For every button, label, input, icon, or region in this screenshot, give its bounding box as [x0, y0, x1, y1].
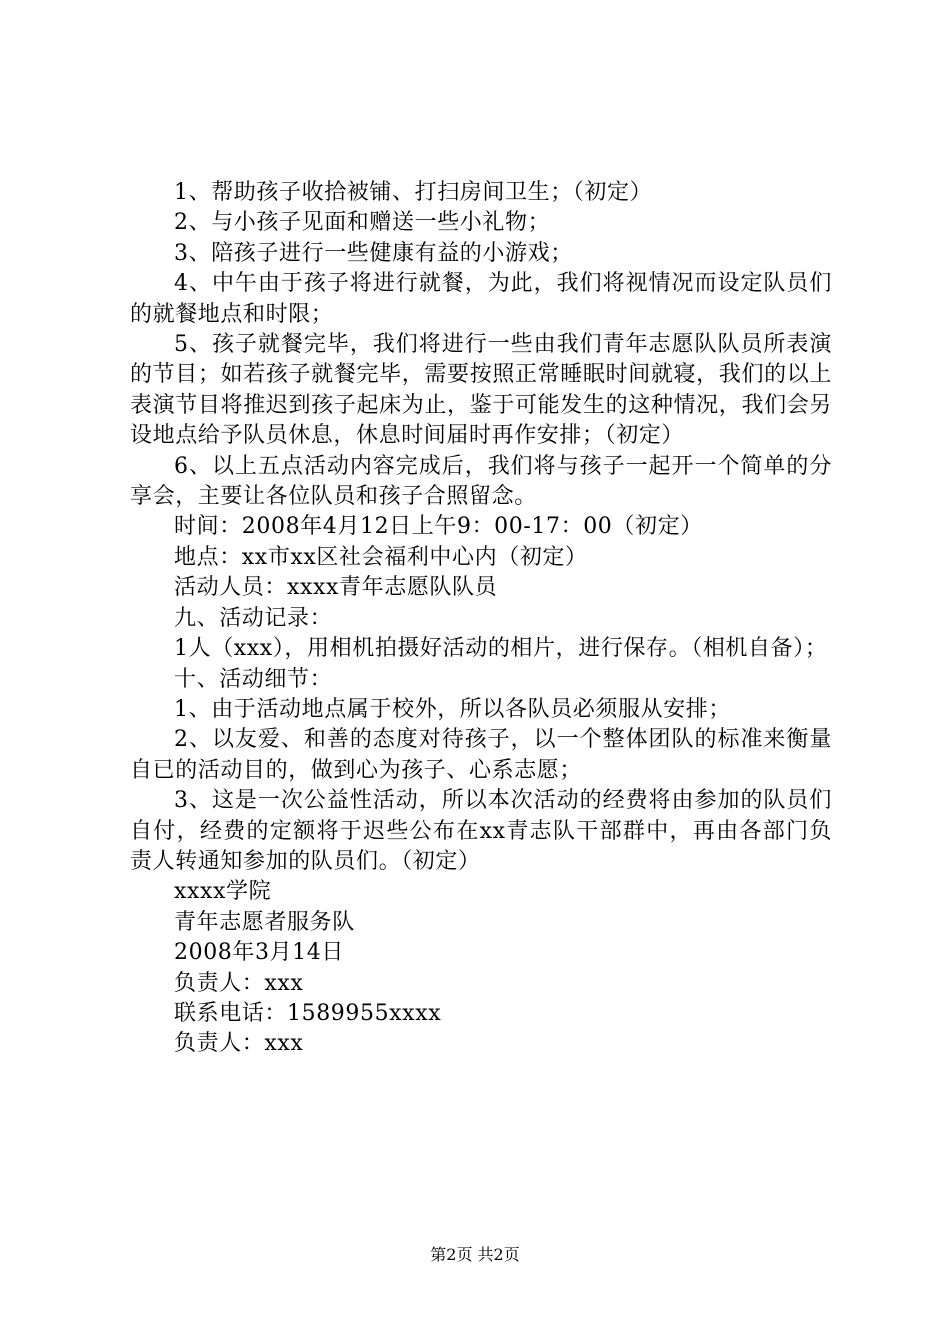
signature-person-in-charge-2: 负责人：xxx — [174, 1031, 304, 1057]
page-number-footer: 第2页 共2页 — [430, 1245, 520, 1264]
paragraph-item-1: 1、帮助孩子收拾被铺、打扫房间卫生；（初定） — [174, 180, 653, 205]
signature-person-in-charge: 负责人：xxx — [174, 970, 304, 996]
paragraph-item-3: 3、陪孩子进行一些健康有益的小游戏； — [174, 240, 573, 266]
event-location: 地点：xx市xx区社会福利中心内（初定） — [174, 544, 588, 570]
signature-phone: 联系电话：1589955xxxx — [174, 1000, 442, 1026]
document-body — [130, 178, 832, 1060]
paragraph-item-4: 4、中午由于孩子将进行就餐，为此，我们将视情况而设定队员们的就餐地点和时限； — [130, 271, 832, 327]
event-time: 时间：2008年4月12日上午9：00-17：00（初定） — [174, 514, 703, 540]
section-heading-record: 九、活动记录： — [174, 605, 333, 631]
paragraph-item-2: 2、与小孩子见面和赠送一些小礼物； — [174, 210, 551, 236]
detail-item-3: 3、这是一次公益性活动，所以本次活动的经费将由参加的队员们自付，经费的定额将于迟些公布在xx青志队干部群中，再由各部门负责人转通知参加的队员们。（初定） — [130, 788, 832, 874]
detail-item-2: 2、以友爱、和善的态度对待孩子，以一个整体团队的标准来衡量自已的活动目的，做到心为孩子、心系志愿； — [130, 727, 832, 783]
paragraph-item-5: 5、孩子就餐完毕，我们将进行一些由我们青年志愿队队员所表演的节目；如若孩子就餐完毕，需要按照正常睡眠时间就寝，我们的以上表演节目将推迟到孩子起床为止，鉴于可能发生的这种情况，我们会另设地点给予队员休息，休息时间届时再作安排；（初定） — [130, 332, 832, 449]
signature-college: xxxx学院 — [174, 879, 272, 905]
event-participants: 活动人员：xxxx青年志愿队队员 — [174, 575, 498, 601]
detail-item-1: 1、由于活动地点属于校外，所以各队员必须服从安排； — [174, 696, 731, 722]
signature-team: 青年志愿者服务队 — [174, 909, 355, 935]
record-detail: 1人（xxx），用相机拍摄好活动的相片，进行保存。（相机自备）； — [174, 636, 828, 662]
signature-date: 2008年3月14日 — [174, 940, 344, 966]
paragraph-item-6: 6、以上五点活动内容完成后，我们将与孩子一起开一个简单的分享会，主要让各位队员和孩子合照留念。 — [130, 453, 832, 510]
section-heading-details: 十、活动细节： — [174, 666, 333, 692]
